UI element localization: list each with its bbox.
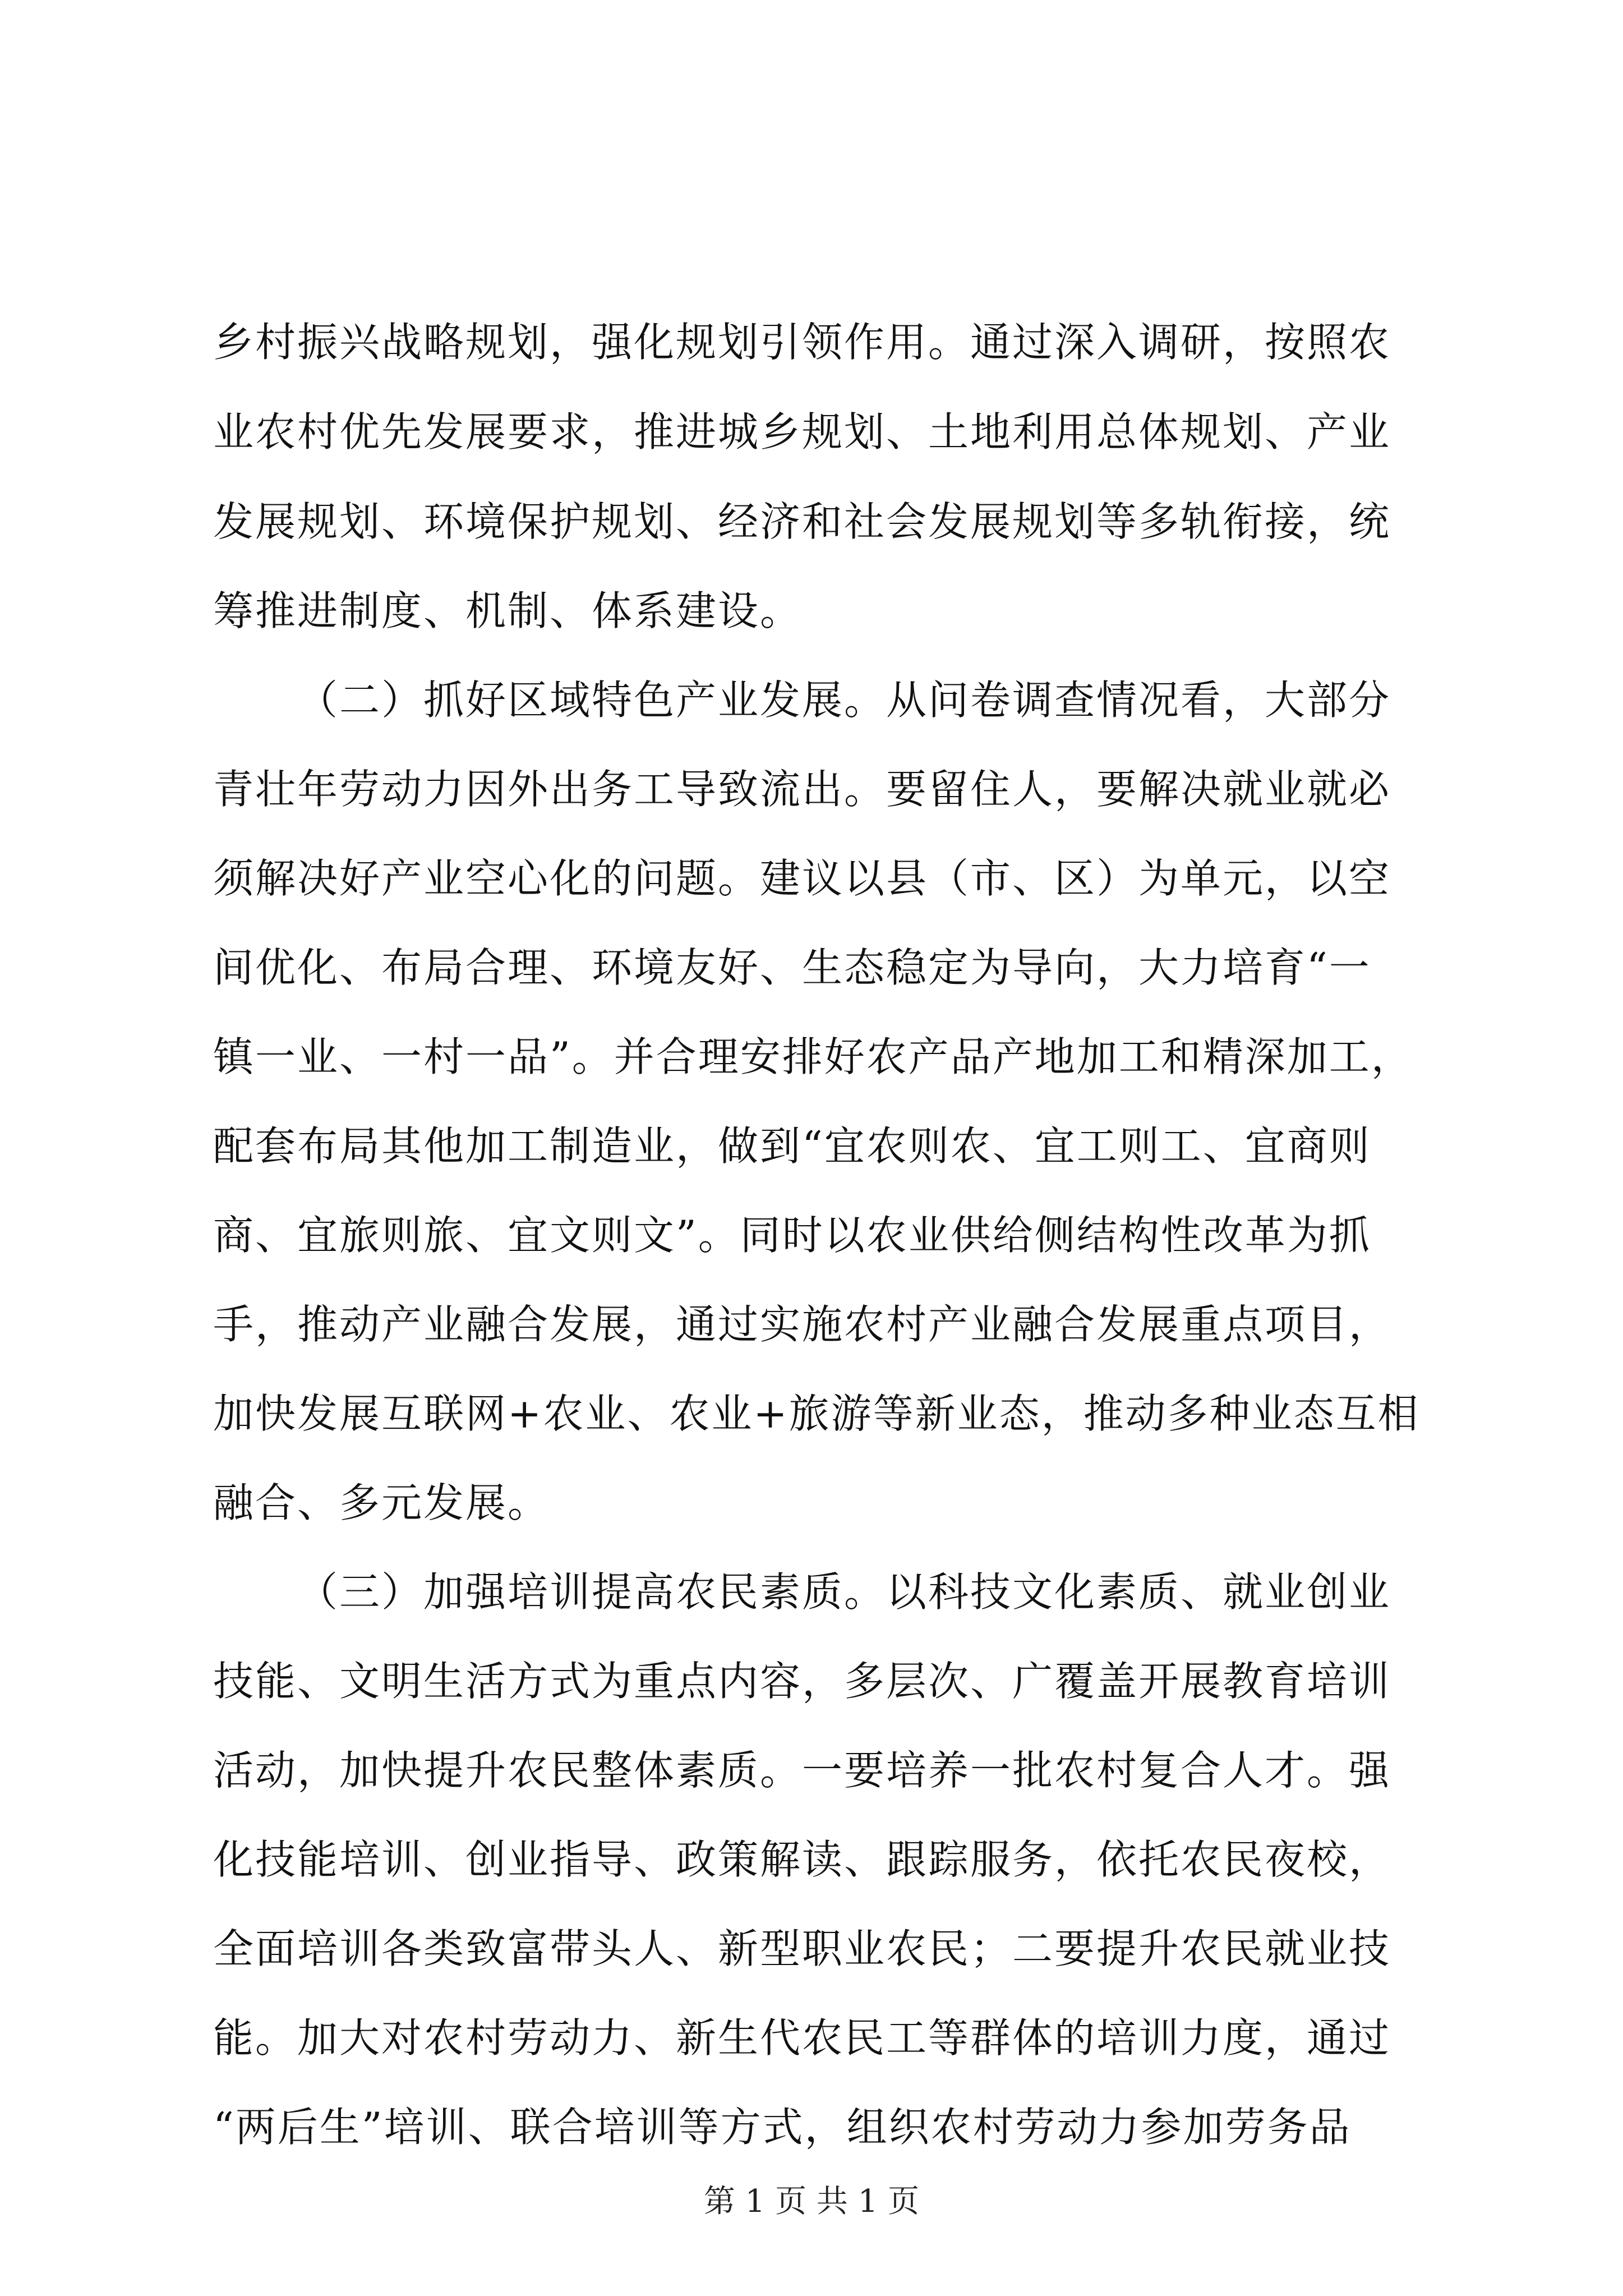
text-line: 活动，加快提升农民整体素质。一要培养一批农村复合人才。强 [213,1747,1391,1794]
paragraph-heading-line: （三）加强培训提高农民素质。以科技文化素质、就业创业 [297,1568,1391,1616]
paragraph-heading-line: （二）抓好区域特色产业发展。从问卷调查情况看，大部分 [297,677,1391,724]
text-line: 化技能培训、创业指导、政策解读、跟踪服务，依托农民夜校， [213,1836,1391,1883]
page-number-footer: 第 1 页 共 1 页 [703,2183,920,2220]
text-line: 融合、多元发展。 [213,1479,550,1526]
text-line: 商、宜旅则旅、宜文则文”。同时以农业供给侧结构性改革为抓 [213,1212,1371,1259]
text-line: 手，推动产业融合发展，通过实施农村产业融合发展重点项目， [213,1301,1391,1348]
text-line: 全面培训各类致富带头人、新型职业农民；二要提升农民就业技 [213,1925,1391,1972]
text-line: 加快发展互联网+农业、农业+旅游等新业态，推动多种业态互相 [213,1390,1420,1437]
text-line: 配套布局其他加工制造业，做到“宜农则农、宜工则工、宜商则 [213,1122,1371,1170]
text-line: 发展规划、环境保护规划、经济和社会发展规划等多轨衔接，统 [213,498,1391,545]
text-line: 须解决好产业空心化的问题。建议以县（市、区）为单元，以空 [213,855,1391,902]
text-line: 技能、文明生活方式为重点内容，多层次、广覆盖开展教育培训 [213,1658,1391,1705]
text-line: 镇一业、一村一品”。并合理安排好农产品产地加工和精深加工， [213,1033,1413,1080]
text-line: 乡村振兴战略规划，强化规划引领作用。通过深入调研，按照农 [213,319,1391,366]
text-line: 间优化、布局合理、环境友好、生态稳定为导向，大力培育“一 [213,944,1371,991]
text-line: 筹推进制度、机制、体系建设。 [213,587,803,634]
text-line: 业农村优先发展要求，推进城乡规划、土地利用总体规划、产业 [213,408,1391,455]
text-line: 青壮年劳动力因外出务工导致流出。要留住人，要解决就业就必 [213,766,1391,813]
text-line: 能。加大对农村劳动力、新生代农民工等群体的培训力度，通过 [213,2014,1391,2062]
text-line: “两后生”培训、联合培训等方式，组织农村劳动力参加劳务品 [213,2104,1352,2151]
